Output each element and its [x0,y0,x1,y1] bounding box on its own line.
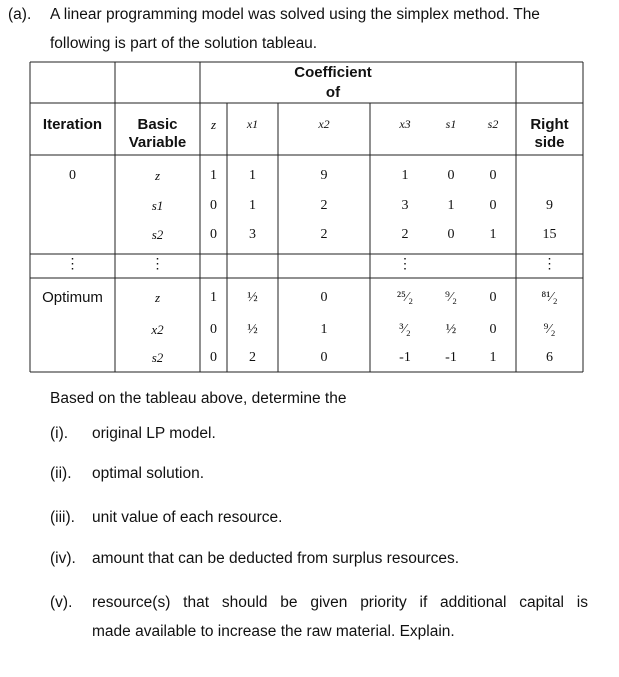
table-row-1-x1: 1 [249,198,256,213]
item-2-text: optimal solution. [92,465,205,482]
table-row-1-x2: 2 [320,198,328,213]
table-row-6-x1: 2 [249,350,256,365]
table-row-6-s2: 1 [489,350,497,365]
table-row-2-x3: 2 [401,227,409,242]
table-row-3-iteration: ⋮ [65,257,80,272]
table-row-4-s1: ⁹⁄₂ [444,290,458,305]
table-row-3-rhs: ⋮ [542,257,557,272]
item-4-text: amount that can be deducted from surplus resources. [92,550,460,567]
question-text-line1: A linear programming model was solved using the simplex method. The [50,6,540,23]
header-basic-line1: Basic [137,116,178,133]
header-rhs-line2: side [534,134,565,151]
header-rhs-line1: Right [530,116,569,133]
table-row-2-basic: s2 [151,227,164,242]
table-row-6-rhs: 6 [546,350,553,365]
table-row-4-s2: 0 [489,290,497,305]
item-3-num: (iii). [50,509,75,526]
table-row-6-basic: s2 [151,350,164,365]
prompt-text: Based on the tableau above, determine the [50,390,347,407]
table-row-5-x1: ½ [247,322,258,337]
item-2-num: (ii). [50,465,72,482]
table-row-1-rhs: 9 [546,198,553,213]
question-label: (a). [8,6,32,23]
table-row-0-s2: 0 [489,168,497,183]
table-row-1-basic: s1 [151,198,164,213]
table-row-1-z: 0 [210,198,217,213]
table-row-0-x3: 1 [401,168,409,183]
table-row-0-x2: 9 [320,168,328,183]
table-row-1-s2: 0 [489,198,497,213]
table-row-1-s1: 1 [447,198,455,213]
header-z: z [210,117,217,132]
table-row-4-x2: 0 [320,290,328,305]
item-5-text-line2: made available to increase the raw material. Explain. [92,623,455,640]
header-s1: s1 [445,117,457,131]
table-row-4-basic: z [154,290,161,305]
table-row-2-x1: 3 [249,227,256,242]
header-s2: s2 [487,117,499,131]
table-row-0-s1: 0 [447,168,455,183]
table-row-0-basic: z [154,168,161,183]
item-5-text-line1: resource(s) that should be given priority if additional capital is [92,594,588,611]
table-row-4-rhs: ⁸¹⁄₂ [541,290,558,305]
table-row-5-s2: 0 [489,322,497,337]
header-x2: x2 [318,117,330,131]
item-1-num: (i). [50,425,69,442]
table-row-2-rhs: 15 [542,227,557,242]
header-x1: x1 [246,117,259,131]
table-row-4-x1: ½ [247,290,258,305]
table-row-6-x3: -1 [399,350,411,365]
item-3-text: unit value of each resource. [92,509,283,526]
header-x3: x3 [399,117,411,131]
table-row-5-rhs: ⁹⁄₂ [543,322,556,337]
item-5-num: (v). [50,594,73,611]
table-row-3-basic: ⋮ [150,257,165,272]
table-row-0-z: 1 [210,168,217,183]
table-row-5-s1: ½ [445,322,457,337]
table-row-1-x3: 3 [401,198,409,213]
coef-header-line2: of [325,84,341,101]
table-row-4-iteration: Optimum [42,289,103,306]
table-row-6-s1: -1 [445,350,457,365]
item-1-text: original LP model. [92,425,216,442]
table-row-5-basic: x2 [151,322,164,337]
table-row-6-z: 0 [210,350,217,365]
item-4-num: (iv). [50,550,76,567]
question-text-line2: following is part of the solution tableau. [50,35,318,52]
table-row-2-z: 0 [210,227,217,242]
table-row-5-x2: 1 [320,322,328,337]
header-iteration: Iteration [42,116,103,133]
table-row-5-x3: ³⁄₂ [399,322,411,337]
coef-header-line1: Coefficient [294,64,372,81]
header-basic-line2: Variable [128,134,187,151]
table-row-5-z: 0 [210,322,217,337]
table-row-4-x3: ²⁵⁄₂ [396,290,414,305]
table-row-2-s1: 0 [447,227,455,242]
table-row-2-x2: 2 [320,227,328,242]
table-row-4-z: 1 [210,290,217,305]
table-row-6-x2: 0 [320,350,328,365]
table-row-3-x3: ⋮ [398,257,412,272]
table-row-2-s2: 1 [489,227,497,242]
table-row-0-iteration: 0 [69,168,76,183]
table-row-0-x1: 1 [249,168,256,183]
